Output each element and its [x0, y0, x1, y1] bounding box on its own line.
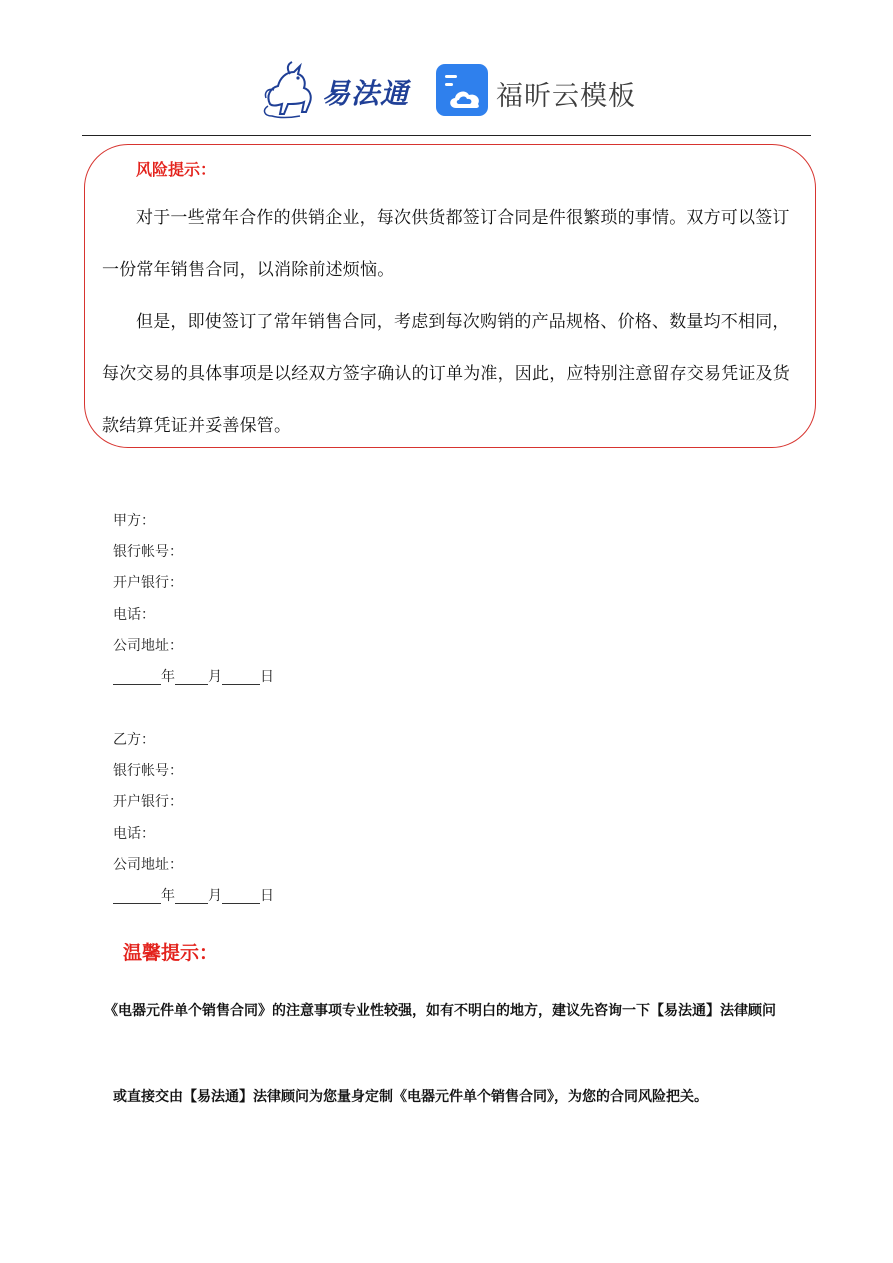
year-label: 年: [161, 668, 175, 685]
party-b-bank-label: 开户银行：: [113, 794, 183, 811]
day-label: 日: [260, 668, 274, 685]
party-b-name-label: 乙方：: [113, 732, 155, 748]
party-b-date-line: [113, 881, 274, 912]
year-label: 年: [161, 887, 175, 904]
warm-tips-line-2: 或直接交由【易法通】法律顾问为您量身定制《电器元件单个销售合同》，为您的合同风险把关。: [113, 1089, 708, 1105]
yifatong-brand-text: 易法通: [322, 77, 410, 110]
year-blank: [113, 888, 161, 904]
party-a-date-line: [113, 662, 274, 693]
yifatong-logo: [260, 60, 412, 120]
day-blank: [222, 669, 260, 685]
risk-paragraph: 对于一些常年合作的供销企业，每次供货都签订合同是件很繁琐的事情。双方可以签订一份常年销售合同，以消除前述烦恼。: [102, 208, 790, 280]
day-blank: [222, 888, 260, 904]
page-header: [0, 58, 893, 124]
risk-notice-title: 风险提示：: [136, 160, 217, 179]
year-blank: [113, 669, 161, 685]
warm-tips-title: 温馨提示：: [123, 942, 219, 964]
party-b-address-label: 公司地址：: [113, 856, 183, 873]
party-b-account-label: 银行帐号：: [113, 763, 183, 780]
day-label: 日: [260, 887, 274, 904]
party-b-section: [113, 725, 274, 912]
party-a-address-label: 公司地址：: [113, 637, 183, 654]
party-a-name-label: 甲方：: [113, 513, 155, 529]
risk-paragraph: 但是，即使签订了常年销售合同，考虑到每次购销的产品规格、价格、数量均不相同，每次交易的具体事项是以经双方签字确认的订单为准，因此，应特别注意留存交易凭证及货款结算凭证并妥善保管。: [102, 312, 790, 436]
foxit-template-logo: [436, 64, 636, 120]
foxit-brand-text: 福昕云模板: [496, 81, 636, 112]
party-a-bank-label: 开户银行：: [113, 575, 183, 592]
unicorn-mascot-icon: [260, 60, 322, 120]
party-a-account-label: 银行帐号：: [113, 544, 183, 561]
month-blank: [175, 669, 208, 685]
party-a-section: [113, 506, 274, 693]
warm-tips-line-1: 《电器元件单个销售合同》的注意事项专业性较强，如有不明白的地方，建议先咨询一下【易法通】法律顾问: [104, 1003, 776, 1019]
party-b-phone-label: 电话：: [113, 825, 155, 842]
month-blank: [175, 888, 208, 904]
header-divider: [82, 135, 811, 136]
month-label: 月: [208, 668, 222, 685]
cloud-document-icon: [436, 64, 488, 116]
month-label: 月: [208, 887, 222, 904]
party-a-phone-label: 电话：: [113, 606, 155, 623]
